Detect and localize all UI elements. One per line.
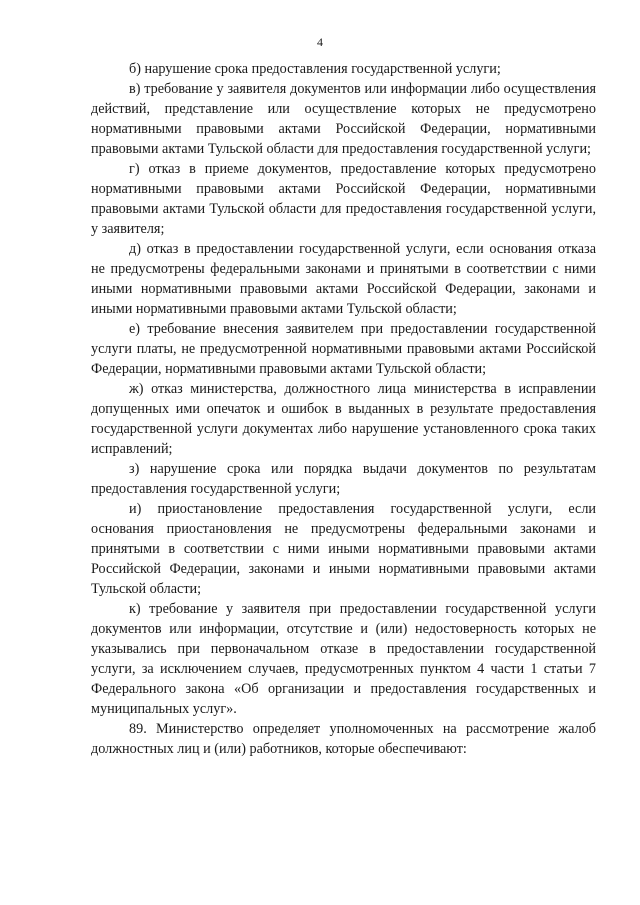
paragraph-e: е) требование внесения заявителем при предоставлении государственной услуги платы, не предусмотренной нормативными правовыми актами Российской Федерации, нормативными правовыми актами Тульской области; — [91, 321, 596, 377]
document-body — [91, 59, 596, 759]
page-number: 4 — [317, 35, 323, 49]
paragraph-i: и) приостановление предоставления государственной услуги, если основания приостановления не предусмотрены федеральными законами и принятыми в соответствии с ними иными нормативными правовыми актами Российской Федерации, законами и иными нормативными правовыми актами Тульской области; — [91, 501, 596, 597]
paragraph-k: к) требование у заявителя при предоставлении государственной услуги документов или информации, отсутствие и (или) недостоверность которых не указывались при первоначальном отказе в предоставлении государственной услуги, за исключением случаев, предусмотренных пунктом 4 части 1 статьи 7 Федерального закона «Об организации и предоставления государственных и муниципальных услуг». — [91, 601, 596, 717]
paragraph-d: д) отказ в предоставлении государственной услуги, если основания отказа не предусмотрены федеральными законами и принятыми в соответствии с ними иными нормативными правовыми актами Российской Федерации, законами и иными нормативными правовыми актами Тульской области; — [91, 241, 596, 317]
paragraph-g: г) отказ в приеме документов, предоставление которых предусмотрено нормативными правовыми актами Российской Федерации, нормативными правовыми актами Тульской области для предоставления государственной услуги, у заявителя; — [91, 161, 596, 237]
paragraph-z: з) нарушение срока или порядка выдачи документов по результатам предоставления государственной услуги; — [91, 461, 596, 497]
paragraph-zh: ж) отказ министерства, должностного лица министерства в исправлении допущенных ими опечаток и ошибок в выданных в результате предоставления государственной услуги документах либо нарушение установленного срока таких исправлений; — [91, 381, 596, 457]
paragraph-89: 89. Министерство определяет уполномоченных на рассмотрение жалоб должностных лиц и (или) работников, которые обеспечивают: — [91, 721, 596, 757]
paragraph-v: в) требование у заявителя документов или информации либо осуществления действий, представление или осуществление которых не предусмотрено нормативными правовыми актами Российской Федерации, нормативными правовыми актами Тульской области для предоставления государственной услуги; — [91, 81, 596, 157]
paragraph-b: б) нарушение срока предоставления государственной услуги; — [129, 61, 501, 77]
